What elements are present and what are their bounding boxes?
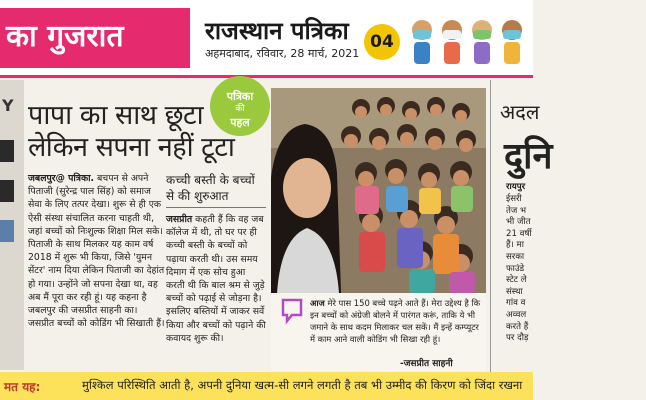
caption-lead-word: आज xyxy=(310,298,325,308)
adjacent-headline-2: दुनि xyxy=(504,136,553,177)
previous-story-strip xyxy=(0,80,24,370)
caption-credit: -जसप्रीत साहनी xyxy=(400,359,453,369)
story-photo xyxy=(271,88,486,293)
strip-image xyxy=(0,220,14,242)
footer-quote-band xyxy=(0,372,533,400)
page-number-badge: 04 xyxy=(364,24,400,60)
adjacent-dateline: रायपुर xyxy=(506,182,526,192)
patrika-initiative-badge xyxy=(210,76,270,136)
adjacent-story xyxy=(494,80,553,372)
subheading: कच्ची बस्ती के बच्चों से की शुरुआत xyxy=(166,172,266,208)
footer-label: मत यह: xyxy=(4,380,41,394)
paper-name: राजस्थान पत्रिका xyxy=(205,17,349,45)
masked-face-icon xyxy=(500,16,524,64)
adjacent-headline-1: अदल xyxy=(500,100,540,124)
masthead xyxy=(0,0,533,75)
strip-image xyxy=(0,180,14,202)
section-banner xyxy=(0,8,190,68)
masked-face-icon xyxy=(470,16,494,64)
story-dateline: जबलपुर@ पत्रिका. xyxy=(28,173,95,184)
story-column-1 xyxy=(28,172,166,372)
quote-icon xyxy=(280,297,304,323)
badge-line-2: की xyxy=(235,104,245,114)
masked-face-icon xyxy=(410,16,434,64)
strip-image xyxy=(0,140,14,162)
story-body-2: कहती हैं कि वह जब कॉलेज में थी, तो घर पर ही कच्ची बस्ती के बच्चों को पढ़ाया करती थी। उस समय दिमाग में एक सोच हुआ करती थी कि बाल श्रम से जुड़े बच्चों को पढ़ाई से जोड़ना है। इसलिए बस्तियों में जाकर सर्वे किया और बच्चों को पढ़ाने की कवायद शुरू की। xyxy=(166,214,266,344)
story-lead-word: जसप्रीत xyxy=(166,214,193,225)
masked-faces-illustration xyxy=(408,10,533,70)
masked-face-icon xyxy=(440,16,464,64)
caption-text: मेरे पास 150 बच्चे पढ़ने आते हैं। मेरा उद्देश्य है कि इन बच्चों को अंग्रेजी बोलने में पारंगत करूं, ताकि ये भी जमाने के साथ कदम मिलाकर चल सकें। मैं इन्हें कम्प्यूटर में काम आने वाली कोडिंग भी सिखा रही हूं। xyxy=(310,298,481,344)
dateline: अहमदाबाद, रविवार, 28 मार्च, 2021 xyxy=(205,47,360,60)
column-divider xyxy=(490,80,491,372)
headline-line-2: लेकिन सपना नहीं टूटा xyxy=(28,132,235,163)
headline-line-1: पापा का साथ छूटा xyxy=(28,100,204,131)
story-column-2 xyxy=(166,213,266,373)
badge-line-3: पहल xyxy=(230,116,250,129)
strip-letter: Y xyxy=(2,96,14,115)
section-banner-text: का गुजरात xyxy=(6,19,124,54)
photo-caption xyxy=(310,297,484,345)
children-class-photo xyxy=(271,88,486,293)
badge-line-1: पत्रिका xyxy=(226,90,254,103)
masthead-rule xyxy=(0,75,533,78)
story-body-1: बचपन से अपने पिताजी (सुरेन्द्र पाल सिंह) को समाज सेवा के लिए तत्पर देखा। शुरू से ही एक ऐसी संस्था संचालित करना चाहती थी, जहां बच्चों को निःशुल्क शिक्षा मिल सके। पिताजी के साथ मिलकर यह काम वर्ष 2018 में शुरू भी किया, जिसे 'युमन सेंटर' नाम दिया लेकिन पिताजी का देहांत हो गया। उन्होंने जो सपना देखा था, वह अब मैं पूरा कर रही हूं। यह कहना है जबलपुर की जसप्रीत साहनी का। जसप्रीत बच्चों को कोडिंग भी सिखाती हैं। xyxy=(28,173,165,330)
adjacent-body: ईसरी तेज भ भी जीत 21 वर्षी हैं। मा सरका फाउंडे स्टेट ले संस्था गांव व अव्वल करते हैं पर दौड़ xyxy=(506,194,532,344)
footer-text: मुश्किल परिस्थिति आती है, अपनी दुनिया खत्म-सी लगने लगती है तब भी उम्मीद की किरण को जिंदा रखना xyxy=(82,378,523,392)
